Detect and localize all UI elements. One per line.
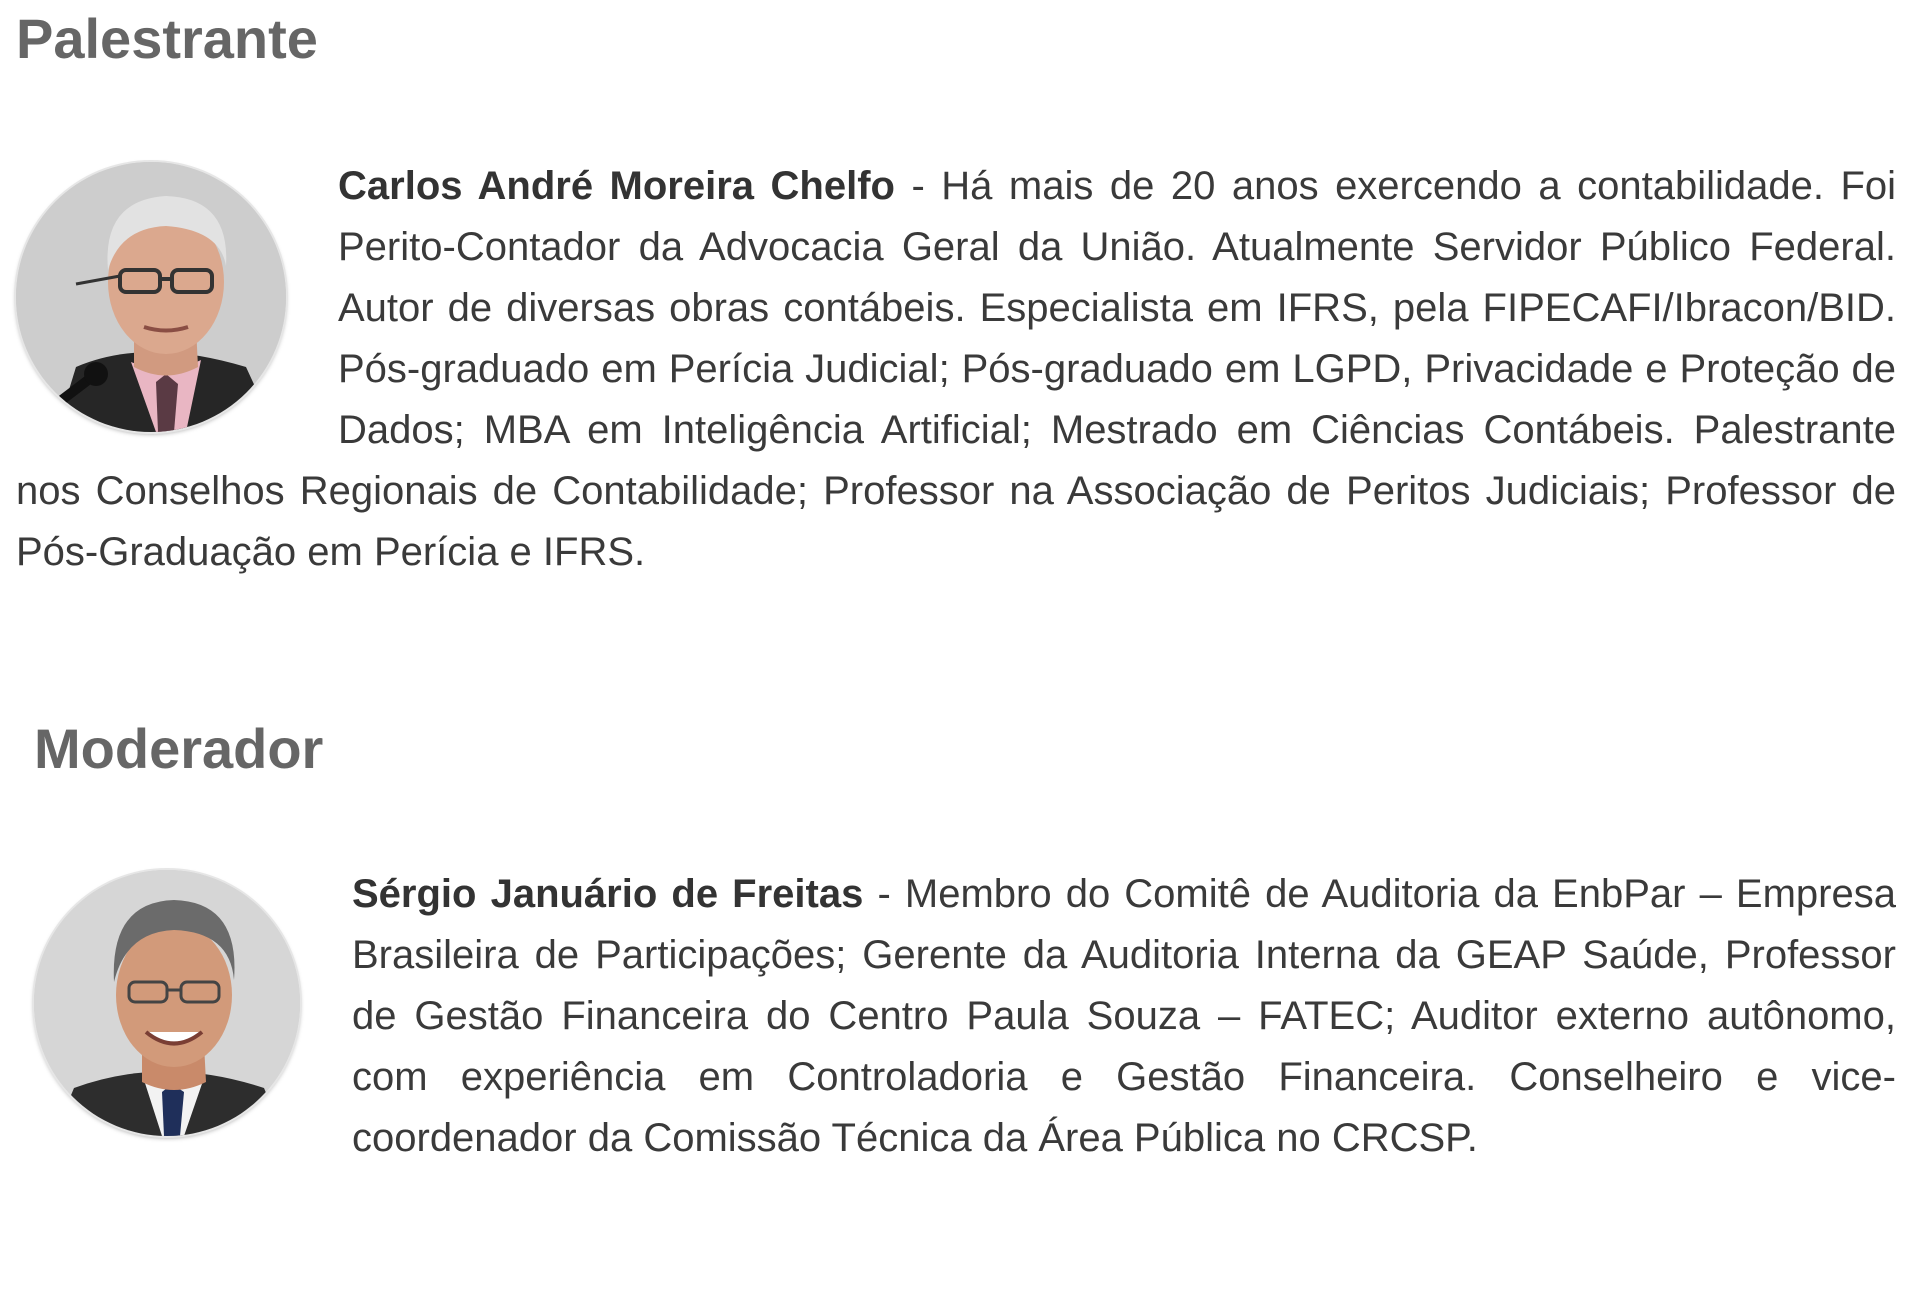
speaker-bio-text: Há mais de 20 anos exercendo a contabilidade. Foi Perito-Contador da Advocacia Geral da União. Atualmente Servidor Público Federal. Autor de diversas obras contábeis. Especialista em IFRS, pela FIPECAFI/Ibracon/BID. Pós-graduado em Perícia Judicial; Pós-graduado em LGPD, Privacidade e Proteção de Dados; MBA em Inteligência Artificial; Mestrado em Ciências Contábeis. Palestrante nos Conselhos Regionais de Contabilidade; Professor na Associação de Peritos Judiciais; Professor de Pós-Graduação em Perícia e IFRS. (16, 164, 1897, 574)
moderator-bio-text: Membro do Comitê de Auditoria da EnbPar – Empresa Brasileira de Participações; Gerente da Auditoria Interna da GEAP Saúde, Professor de Gestão Financeira do Centro Paula Souza – FATEC; Auditor externo autônomo, com experiência em Controladoria e Gestão Financeira. Conselheiro e vice-coordenador da Comissão Técnica da Área Pública no CRCSP. (352, 872, 1896, 1160)
moderator-separator: - (863, 872, 905, 916)
speaker-heading: Palestrante (16, 7, 318, 70)
moderator-photo (34, 870, 300, 1136)
speaker-separator: - (894, 164, 942, 208)
moderator-bio (34, 864, 1896, 1169)
speaker-name: Carlos André Moreira Chelfo (338, 164, 895, 208)
moderator-heading: Moderador (34, 717, 324, 780)
speaker-bio (16, 156, 1896, 583)
speaker-photo (16, 162, 286, 432)
moderator-name: Sérgio Januário de Freitas (352, 872, 864, 916)
